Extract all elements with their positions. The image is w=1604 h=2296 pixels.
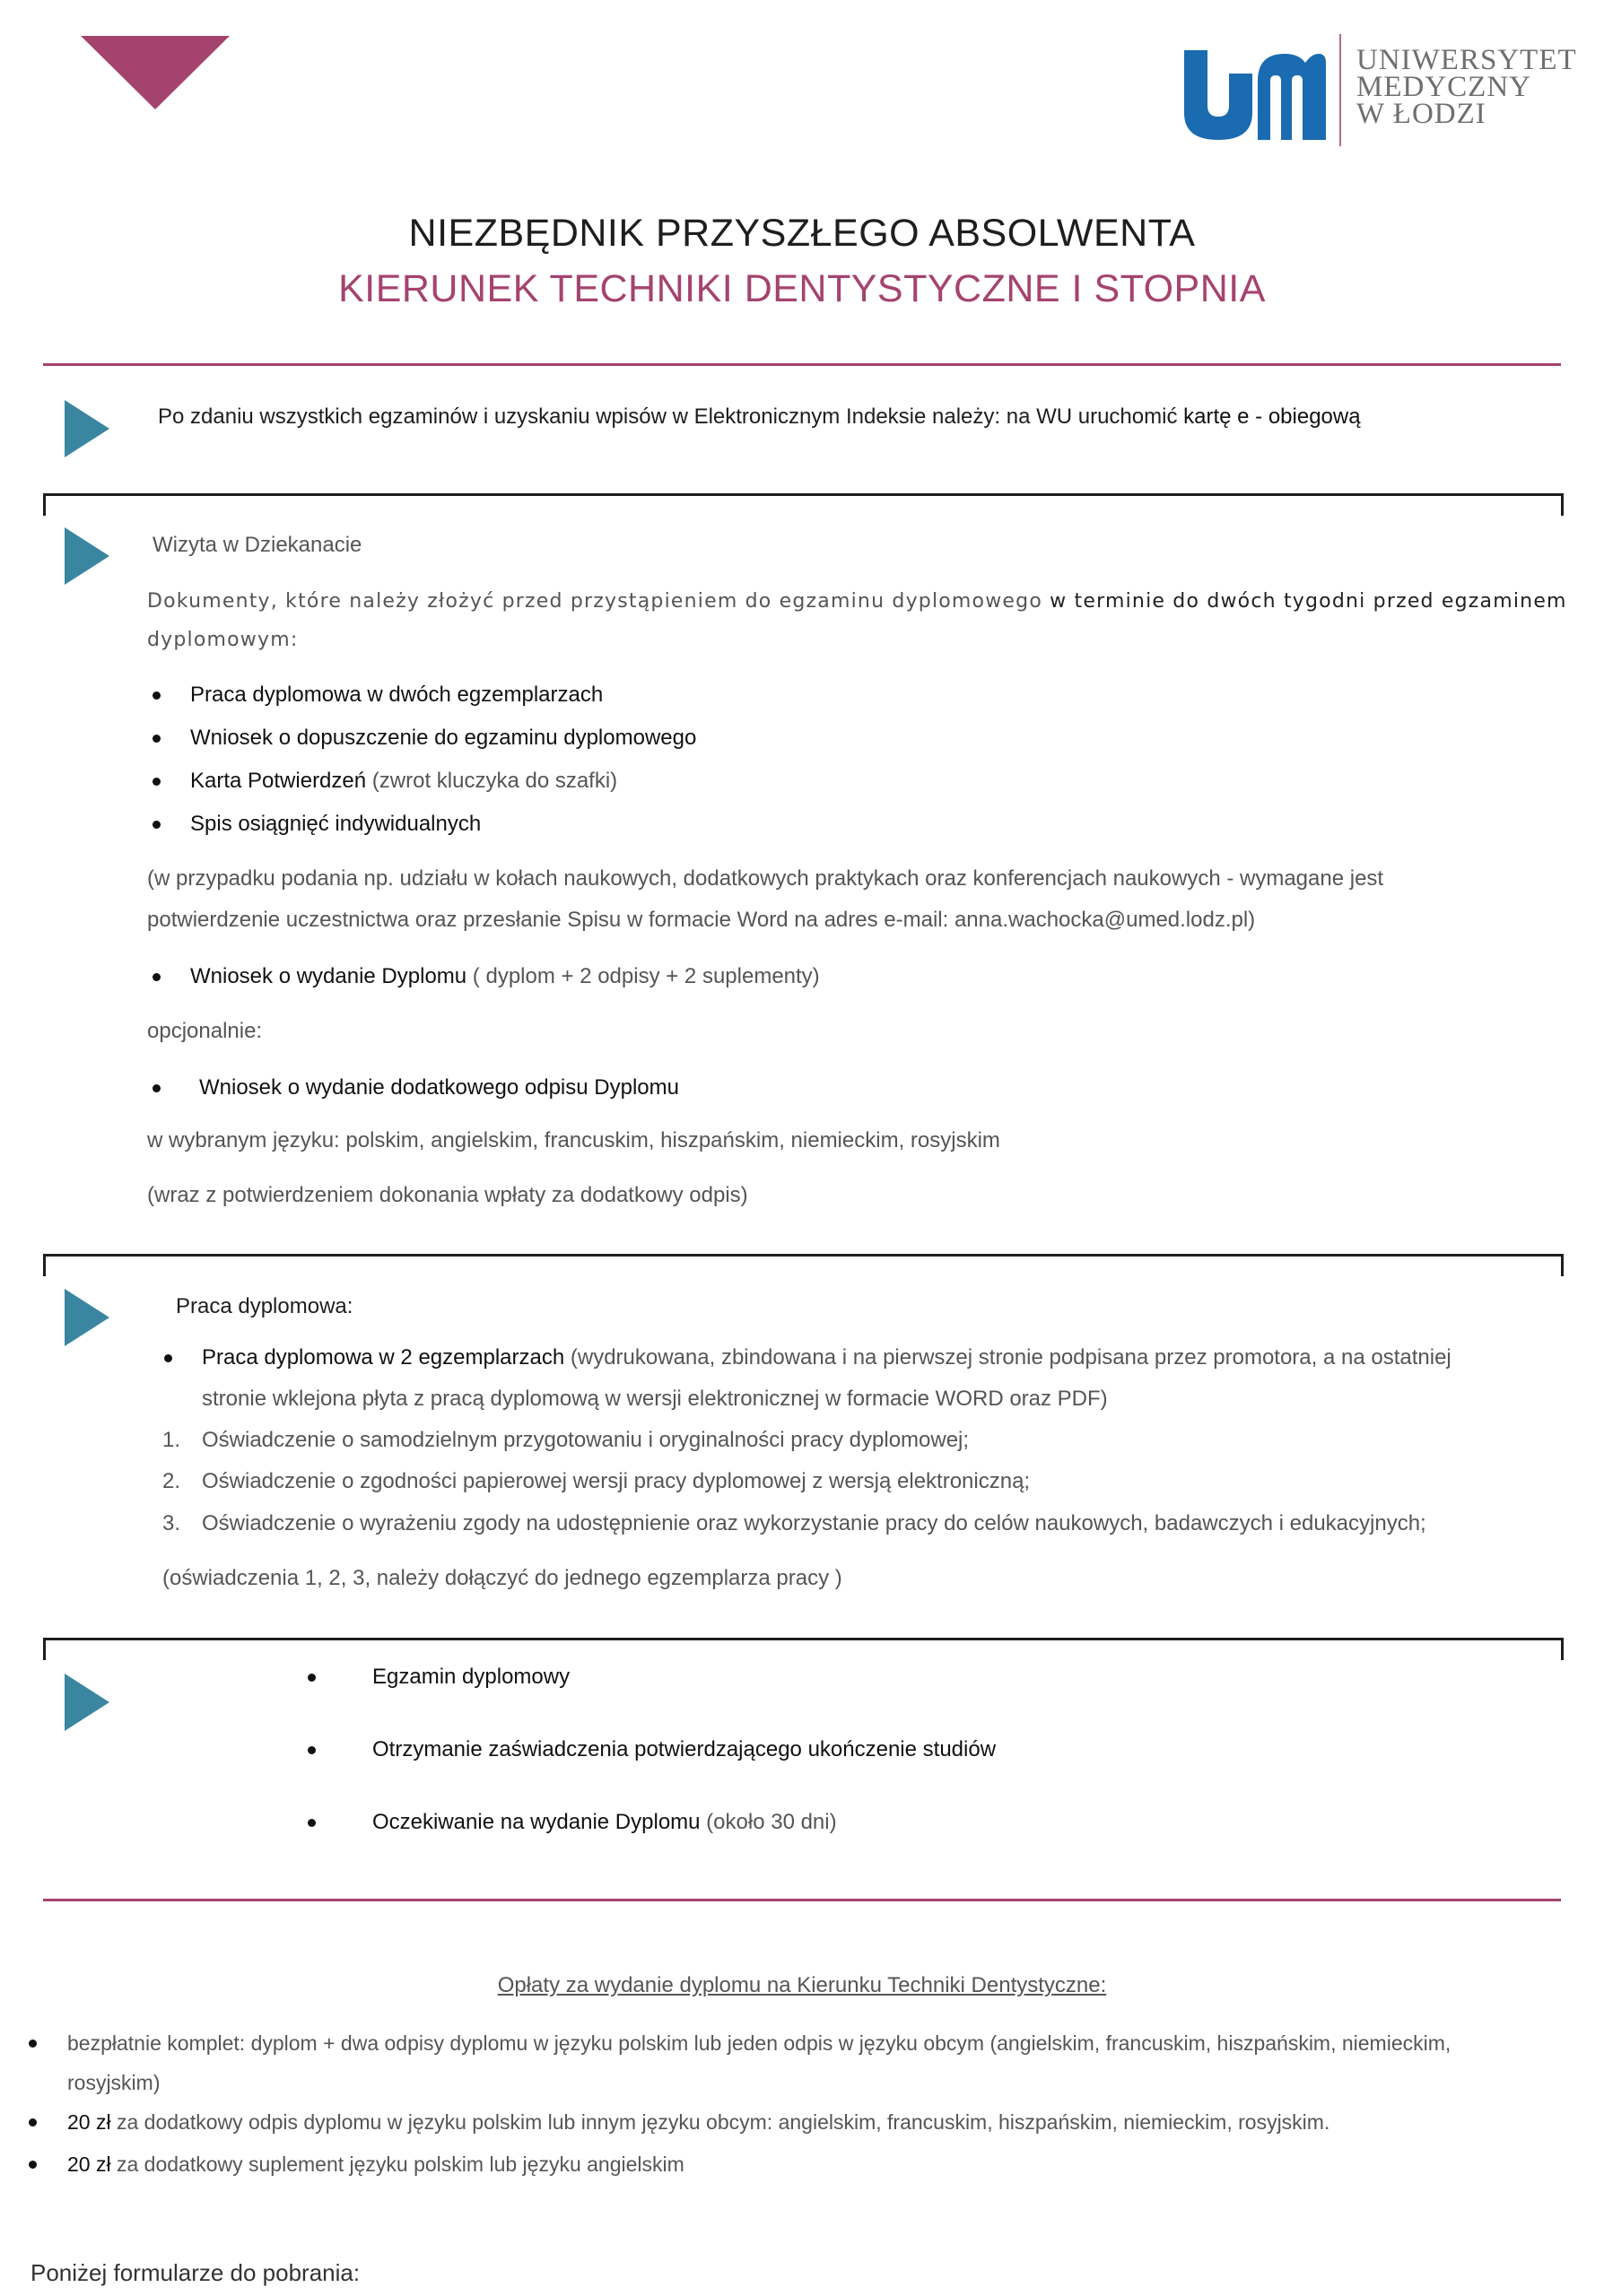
list-item-rest: (wydrukowana, zbindowana i na pierwszej stronie podpisana przez promotora, a na ostatniej — [564, 1345, 1451, 1370]
university-logo[interactable] — [1184, 34, 1577, 151]
numbered-num: 1. — [162, 1428, 181, 1452]
numbered-num: 3. — [162, 1511, 181, 1535]
list-item-optional — [199, 1074, 679, 1102]
payment-note: (wraz z potwierdzeniem dokonania wpłaty za dodatkowy odpis) — [147, 1183, 748, 1207]
page-title: NIEZBĘDNIK PRZYSZŁEGO ABSOLWENTA — [408, 212, 1196, 255]
logo-text — [1356, 44, 1577, 130]
list-item-rest: (zwrot kluczyka do szafki) — [366, 769, 618, 793]
bullet — [153, 691, 161, 700]
um-logo-mark-icon — [1184, 50, 1326, 140]
logo-divider — [1339, 34, 1341, 146]
section-bracket — [43, 1254, 1564, 1276]
bullet — [308, 1746, 316, 1754]
fee-amount: 20 zł — [67, 2152, 111, 2176]
numbered-text: Oświadczenie o zgodności papierowej wersji pracy dyplomowej z wersją elektroniczną; — [202, 1469, 1031, 1493]
list-item — [190, 724, 696, 752]
step3-item-line2: stronie wklejona płyta z pracą dyplomową w wersji elektronicznej w formacie WORD oraz PDF) — [202, 1387, 1108, 1411]
list-item-diploma — [190, 962, 820, 991]
list-item-bold: Wniosek o wydanie dodatkowego odpisu Dyplomu — [199, 1075, 679, 1100]
list-item-bold: Egzamin dyplomowy — [372, 1665, 571, 1689]
bullet — [308, 1674, 316, 1682]
fee-item-1-line2: rosyjskim) — [67, 2071, 161, 2094]
step4-item — [372, 1735, 996, 1764]
bullet — [153, 821, 161, 829]
bullet — [29, 2039, 37, 2048]
fee-amount: 20 zł — [67, 2110, 111, 2134]
divider-top — [43, 363, 1561, 366]
list-item-bold: Otrzymanie zaświadczenia potwierdzającego ukończenie studiów — [372, 1737, 997, 1761]
list-item — [190, 810, 481, 839]
list-item — [190, 681, 603, 709]
languages-text: w wybranym języku: polskim, angielskim, francuskim, hiszpańskim, niemieckim, rosyjskim — [147, 1128, 1000, 1152]
arrow-icon — [65, 1674, 109, 1731]
list-item-rest: ( dyplom + 2 odpisy + 2 suplementy) — [466, 964, 820, 988]
fee-description: za dodatkowy odpis dyplomu w języku polskim lub innym języku obcym: angielskim, francuskim, hiszpańskim, niemieckim, rosyjskim. — [110, 2110, 1330, 2134]
optional-label: opcjonalnie: — [147, 1019, 263, 1043]
fee-item-2 — [67, 2108, 1329, 2136]
bullet — [153, 735, 161, 743]
fees-heading: Opłaty za wydanie dyplomu na Kierunku Techniki Dentystyczne: — [497, 1973, 1107, 1997]
fee-description: za dodatkowy suplement języku polskim lub języku angielskim — [110, 2152, 684, 2176]
list-item-bold: Spis osiągnięć indywidualnych — [190, 812, 482, 836]
bullet — [153, 973, 161, 981]
step2-heading: Wizyta w Dziekanacie — [153, 533, 362, 557]
bullet — [164, 1354, 172, 1362]
arrow-icon — [65, 1289, 109, 1346]
step2-intro-plain: Dokumenty, które należy złożyć przed przystąpieniem do egzaminu dyplomowego — [147, 590, 1050, 613]
list-item-bold: Oczekiwanie na wydanie Dyplomu — [372, 1810, 701, 1834]
step1-text-plain: Po zdaniu wszystkich egzaminów i uzyskaniu wpisów w Elektronicznym Indeksie należy: na WU uruchomić — [158, 404, 1184, 429]
divider-bottom — [43, 1899, 1561, 1901]
forms-label: Poniżej formularze do pobrania: — [31, 2259, 361, 2286]
logo-line-1: UNIWERSYTET — [1356, 44, 1577, 76]
step4-item — [372, 1808, 837, 1837]
step2-intro — [147, 587, 1567, 616]
list-item-bold: Wniosek o dopuszczenie do egzaminu dyplomowego — [190, 726, 697, 750]
step2-intro-bold: w terminie do dwóch tygodni przed egzaminem — [1050, 590, 1567, 613]
bullet — [153, 1084, 161, 1092]
decorative-triangle — [81, 36, 230, 109]
list-item-bold: Karta Potwierdzeń — [190, 769, 367, 793]
step3-heading: Praca dyplomowa: — [176, 1294, 353, 1318]
step4-item — [372, 1663, 570, 1692]
list-item-bold: Wniosek o wydanie Dyplomu — [190, 964, 467, 988]
bullet — [308, 1819, 316, 1827]
arrow-icon — [65, 527, 109, 585]
list-item-bold: Praca dyplomowa w 2 egzemplarzach — [202, 1345, 565, 1370]
list-item — [190, 767, 617, 796]
numbered-text: Oświadczenie o samodzielnym przygotowaniu i oryginalności pracy dyplomowej; — [202, 1428, 970, 1452]
step2-note-line1: (w przypadku podania np. udziału w kołach naukowych, dodatkowych praktykach oraz konferencjach naukowych - wymagane jest — [147, 866, 1384, 891]
step3-note: (oświadczenia 1, 2, 3, należy dołączyć do jednego egzemplarza pracy ) — [162, 1566, 842, 1590]
step2-note-line2: potwierdzenie uczestnictwa oraz przesłanie Spisu w formacie Word na adres e-mail: anna.wachocka@umed.lodz.pl) — [147, 908, 1256, 932]
logo-line-3: W ŁODZI — [1356, 98, 1486, 130]
step1-text-bold: kartę e - obiegową — [1183, 404, 1361, 429]
section-bracket — [43, 1638, 1564, 1660]
bullet — [29, 2118, 37, 2126]
fee-item-3 — [67, 2150, 684, 2179]
section-bracket — [43, 493, 1564, 516]
logo-line-2: MEDYCZNY — [1356, 71, 1531, 103]
numbered-num: 2. — [162, 1469, 181, 1493]
page-subtitle: KIERUNEK TECHNIKI DENTYSTYCZNE I STOPNIA — [338, 267, 1266, 310]
arrow-icon — [65, 400, 109, 457]
numbered-text: Oświadczenie o wyrażeniu zgody na udostępnienie oraz wykorzystanie pracy do celów naukowych, badawczych i edukacyjnych; — [202, 1511, 1426, 1535]
step1-text — [158, 403, 1361, 431]
step2-intro-end: dyplomowym: — [147, 629, 299, 651]
list-item-rest: (około 30 dni) — [700, 1810, 837, 1834]
list-item-bold: Praca dyplomowa w dwóch egzemplarzach — [190, 683, 604, 707]
fee-item-1-line1: bezpłatnie komplet: dyplom + dwa odpisy dyplomu w języku polskim lub jeden odpis w języku obcym (angielskim, francuskim, hiszpańskim, niemieckim, — [67, 2031, 1451, 2055]
bullet — [29, 2161, 37, 2169]
bullet — [153, 778, 161, 786]
step3-item-line1 — [202, 1344, 1451, 1372]
